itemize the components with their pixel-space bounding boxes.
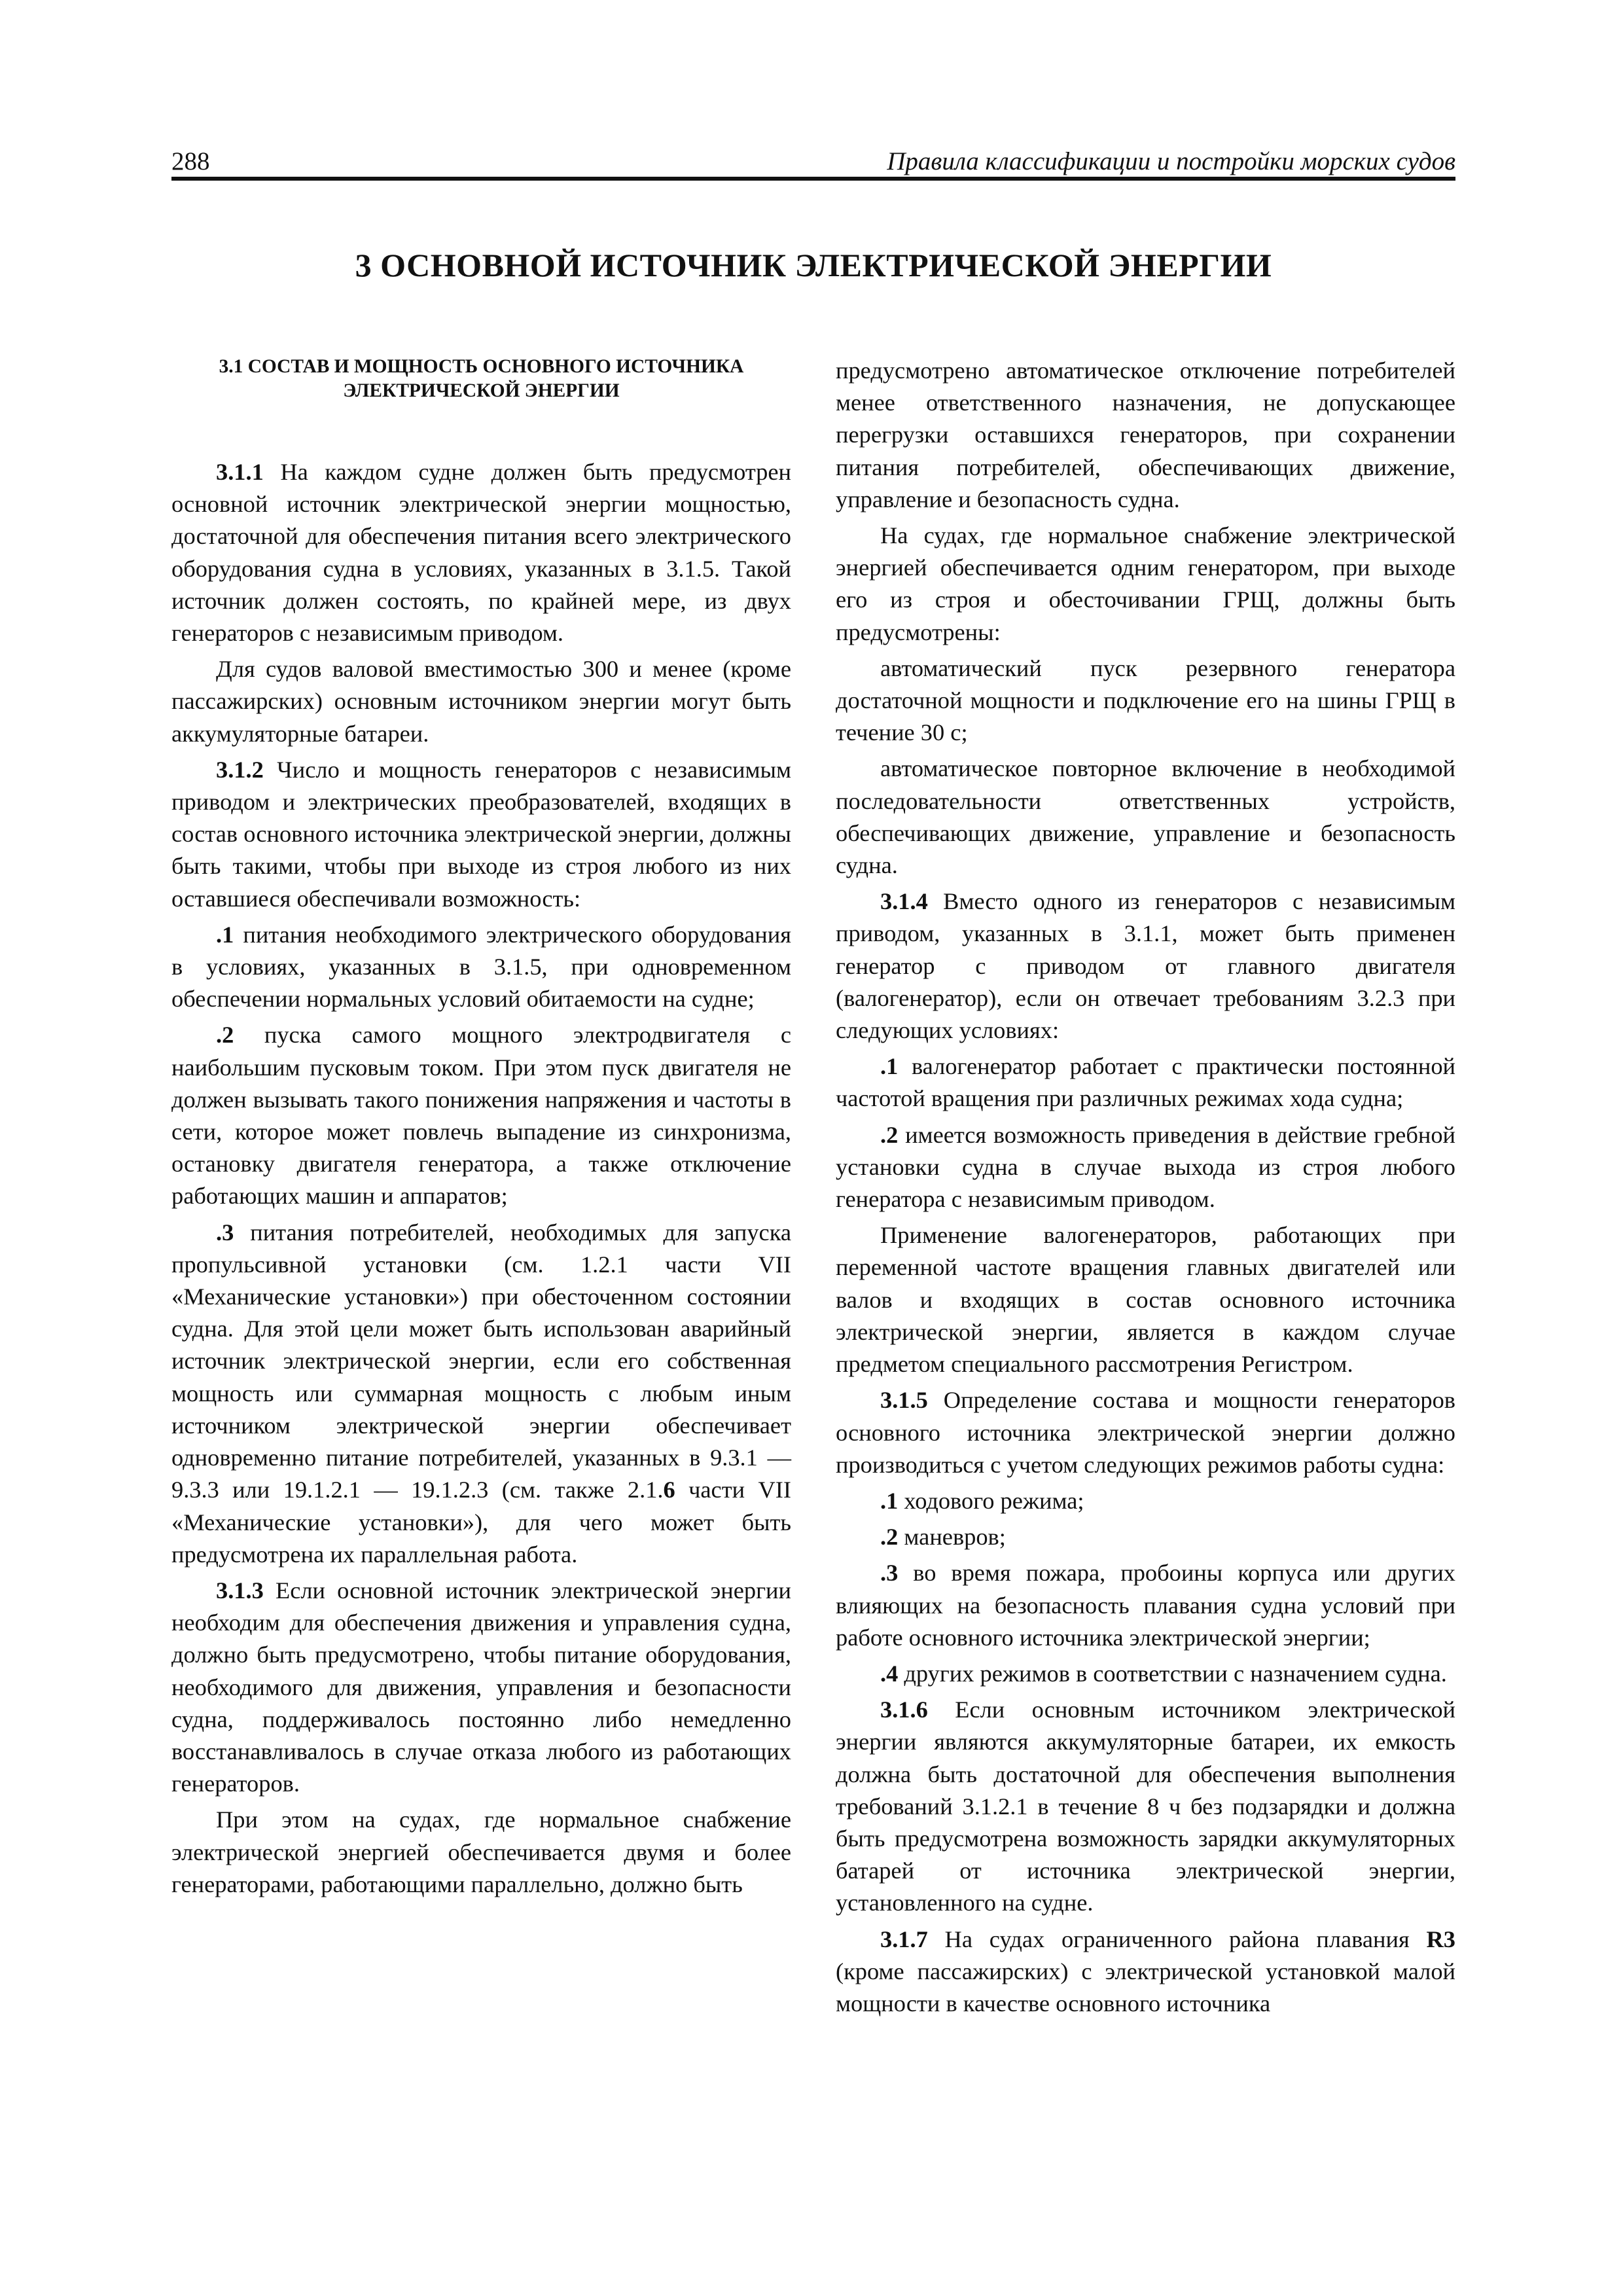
page-number: 288 xyxy=(171,147,210,175)
item-number: .1 xyxy=(880,1053,899,1080)
paragraph xyxy=(171,653,791,750)
paragraph-text: Определение состава и мощности генераторов основного источника электрической энергии должно производиться с учетом следующих режимов работы судна: xyxy=(836,1387,1455,1478)
clause-number: 3.1.4 xyxy=(880,888,928,915)
paragraph-text: Если основной источник электрической энергии необходим для обеспечения движения и управления судна, должно быть предусмотрено, чтобы питание оборудования, необходимого для движения, управления и безопасности судна, поддерживалось постоянно либо немедленно восстанавливалось в случае отказа любого из работающих генераторов. xyxy=(171,1577,791,1797)
paragraph-text: Если основным источником электрической энергии являются аккумуляторные батареи, их емкость должна быть достаточной для обеспечения выполнения требований 3.1.2.1 в течение 8 ч без подзарядки и должна быть предусмотрена возможность зарядки аккумуляторных батарей от источника электрической энергии, установленного на судне. xyxy=(836,1696,1455,1916)
list-item-1 xyxy=(836,1485,1455,1517)
right-column xyxy=(836,355,1455,2020)
paragraph-text: Применение валогенераторов, работающих при переменной частоте вращения главных двигателей или валов и входящих в состав основного источника электрической энергии, является в каждом случае предметом специального рассмотрения Регистром. xyxy=(836,1222,1455,1378)
clause-number: 3.1.2 xyxy=(216,756,264,783)
paragraph-text: При этом на судах, где нормальное снабжение электрической энергией обеспечивается двумя и более генераторами, работающими параллельно, должно быть xyxy=(171,1806,791,1897)
list-item-1 xyxy=(836,1050,1455,1115)
paragraph xyxy=(836,753,1455,882)
item-number: .2 xyxy=(216,1022,234,1049)
list-item-2 xyxy=(836,1521,1455,1553)
clause-number: 3.1.3 xyxy=(216,1577,264,1604)
clause-number: 3.1.6 xyxy=(880,1696,928,1723)
paragraph-text: предусмотрено автоматическое отключение потребителей менее ответственного назначения, не допускающее перегрузки оставшихся генераторов, при сохранении питания потребителей, обеспечивающих движение, управление и безопасность судна. xyxy=(836,357,1455,512)
paragraph-text: Вместо одного из генераторов с независимым приводом, указанных в 3.1.1, может быть применен генератор с приводом от главного двигателя (валогенератор), если он отвечает требованиям 3.2.3 при следующих условиях: xyxy=(836,888,1455,1044)
header-rule xyxy=(171,177,1455,181)
paragraph xyxy=(836,1219,1455,1380)
list-item-1 xyxy=(171,919,791,1016)
item-number: .1 xyxy=(880,1487,899,1514)
paragraph-text: ходового режима; xyxy=(898,1487,1084,1514)
paragraph-text: пуска самого мощного электродвигателя с наибольшим пусковым током. При этом пуск двигателя не должен вызывать такого понижения напряжения и частоты в сети, которое может повлечь выпадение из синхронизма, остановку двигателя генератора, а также отключение работающих машин и аппаратов; xyxy=(171,1022,791,1210)
clause-number: 3.1.1 xyxy=(216,459,264,485)
item-number: .3 xyxy=(216,1219,234,1246)
paragraph-text: питания потребителей, необходимых для запуска пропульсивной установки (см. 1.2.1 части VII «Механические установки») при обесточенном состоянии судна. Для этой цели может быть использован аварийный источник электрической энергии, если его собственная мощность или суммарная мощность с любым иным источником электрической энергии обеспечивает одновременно питание потребителей, указанных в 9.3.1 — 9.3.3 или 19.1.2.1 — 19.1.2.3 (см. также 2.1. xyxy=(171,1219,791,1503)
paragraph-text: валогенератор работает с практически постоянной частотой вращения при различных режимах хода судна; xyxy=(836,1053,1455,1112)
page-header xyxy=(171,145,1455,179)
paragraph-3-1-6 xyxy=(836,1694,1455,1919)
left-column xyxy=(171,355,791,1901)
paragraph-text: На каждом судне должен быть предусмотрен основной источник электрической энергии мощностью, достаточной для обеспечения питания всего электрического оборудования судна в условиях, указанных в 3.1.5. Такой источник должен состоять, по крайней мере, из двух генераторов с независимым приводом. xyxy=(171,459,791,647)
paragraph xyxy=(836,520,1455,649)
paragraph-text: питания необходимого электрического оборудования в условиях, указанных в 3.1.5, при одновременном обеспечении нормальных условий обитаемости на судне; xyxy=(171,921,791,1013)
paragraph xyxy=(171,1804,791,1901)
paragraph-text: На судах ограниченного района плавания xyxy=(927,1926,1427,1952)
paragraph-continued xyxy=(836,355,1455,516)
item-number: .1 xyxy=(216,921,234,948)
paragraph-text: во время пожара, пробоины корпуса или других влияющих на безопасность плавания судна условий при работе основного источника электрической энергии; xyxy=(836,1560,1455,1651)
paragraph-text: (кроме пассажирских) с электрической установкой малой мощности в качестве основного источника xyxy=(836,1958,1455,2017)
paragraph-text: маневров; xyxy=(898,1524,1006,1551)
list-item-3 xyxy=(836,1557,1455,1654)
paragraph-3-1-5 xyxy=(836,1384,1455,1481)
paragraph-text: автоматический пуск резервного генератора достаточной мощности и подключение его на шины ГРЩ в течение 30 с; xyxy=(836,655,1455,746)
clause-number: 3.1.7 xyxy=(880,1926,928,1952)
paragraph-text: имеется возможность приведения в действие гребной установки судна в случае выхода из строя любого генератора с независимым приводом. xyxy=(836,1121,1455,1213)
item-number: .2 xyxy=(880,1121,899,1148)
paragraph-3-1-4 xyxy=(836,886,1455,1047)
list-item-2 xyxy=(171,1019,791,1212)
running-title: Правила классификации и постройки морских судов xyxy=(887,147,1455,175)
item-number: .3 xyxy=(880,1560,899,1587)
item-number: .2 xyxy=(880,1524,899,1551)
list-item-3 xyxy=(171,1217,791,1571)
list-item-4 xyxy=(836,1658,1455,1690)
paragraph-3-1-2 xyxy=(171,754,791,915)
paragraph-text: Число и мощность генераторов с независимым приводом и электрических преобразователей, входящих в состав основного источника электрической энергии, должны быть такими, чтобы при выходе из строя любого из них оставшиеся обеспечивали возможность: xyxy=(171,756,791,912)
paragraph xyxy=(836,653,1455,749)
paragraph-3-1-1 xyxy=(171,456,791,649)
paragraph-text: других режимов в соответствии с назначением судна. xyxy=(898,1660,1447,1687)
paragraph-text: Для судов валовой вместимостью 300 и менее (кроме пассажирских) основным источником энергии могут быть аккумуляторные батареи. xyxy=(171,656,791,747)
paragraph-text: части VII «Механические установки»), для чего может быть предусмотрена их параллельная работа. xyxy=(171,1477,791,1568)
bold-region-code: R3 xyxy=(1426,1926,1455,1952)
section-title: 3.1 СОСТАВ И МОЩНОСТЬ ОСНОВНОГО ИСТОЧНИКА ЭЛЕКТРИЧЕСКОЙ ЭНЕРГИИ xyxy=(219,356,744,401)
bold-digit: 6 xyxy=(663,1477,675,1503)
paragraph-text: автоматическое повторное включение в необходимой последовательности ответственных устройств, обеспечивающих движение, управление и безопасность судна. xyxy=(836,755,1455,879)
chapter-title: 3 ОСНОВНОЙ ИСТОЧНИК ЭЛЕКТРИЧЕСКОЙ ЭНЕРГИИ xyxy=(355,247,1272,283)
item-number: .4 xyxy=(880,1660,899,1687)
paragraph-3-1-7 xyxy=(836,1924,1455,2020)
paragraph-3-1-3 xyxy=(171,1575,791,1800)
clause-number: 3.1.5 xyxy=(880,1387,928,1414)
list-item-2 xyxy=(836,1119,1455,1216)
paragraph-text: На судах, где нормальное снабжение электрической энергией обеспечивается одним генератором, при выходе его из строя и обесточивании ГРЩ, должны быть предусмотрены: xyxy=(836,522,1455,645)
